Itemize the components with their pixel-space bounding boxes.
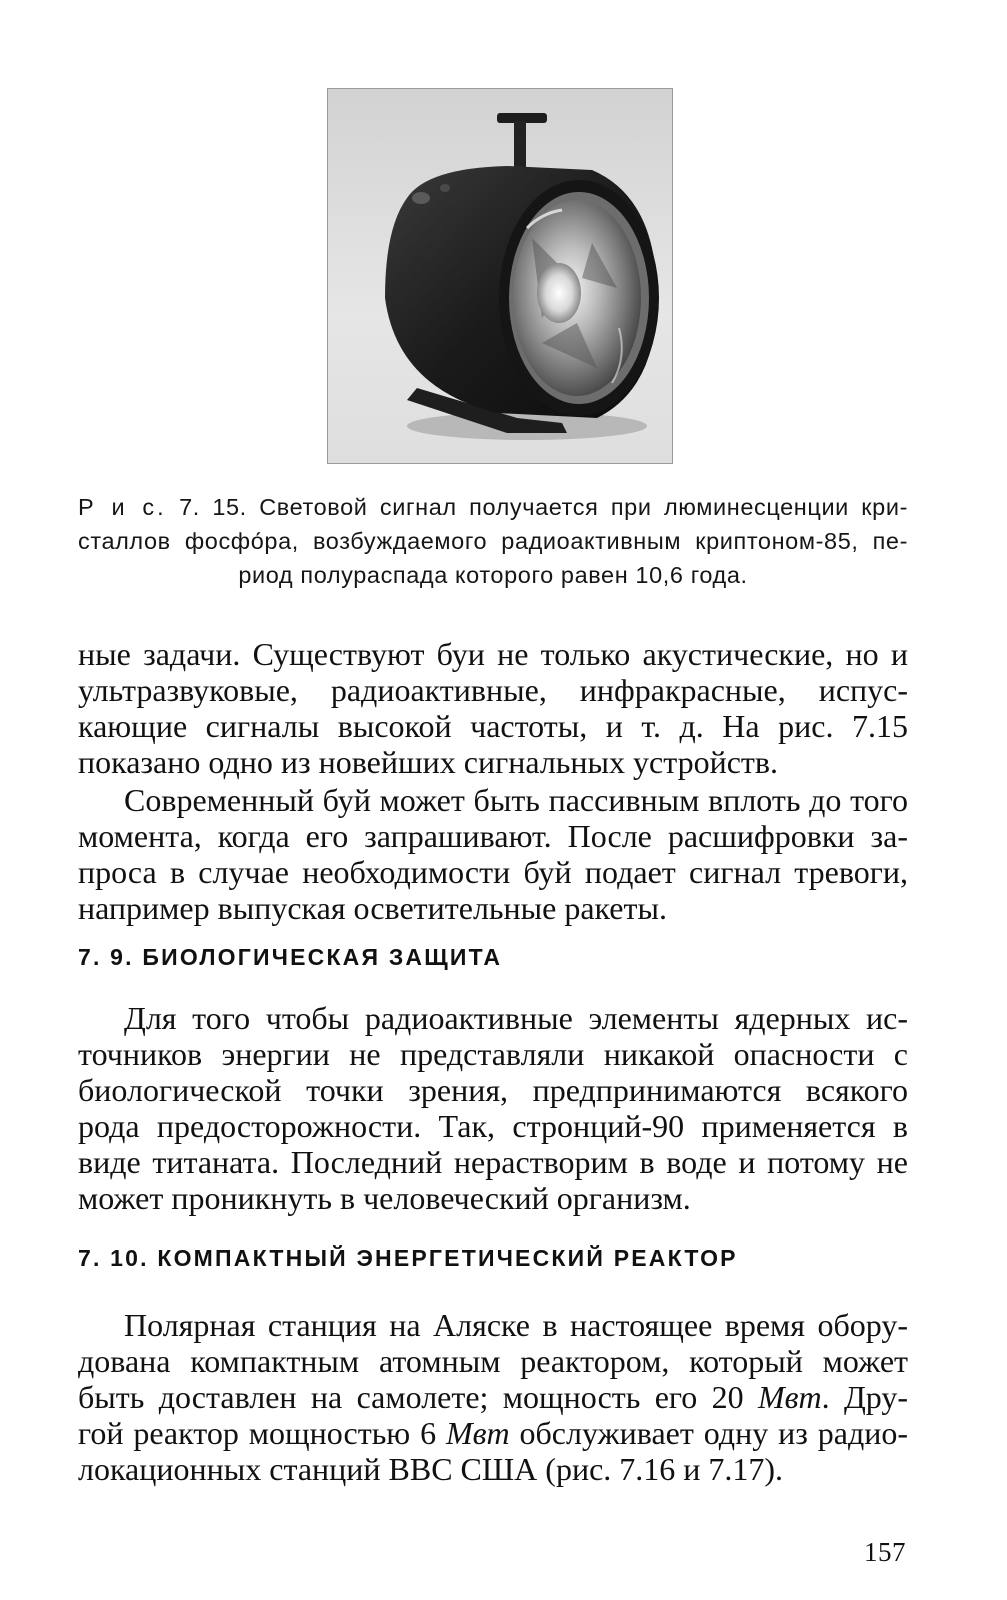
page-number: 157 [864, 1537, 906, 1567]
text-line: может проникнуть в человеческий организм. [78, 1180, 691, 1216]
text-run: быть доставлен на самолете; мощность его 20 [78, 1379, 758, 1415]
section-title: КОМПАКТНЫЙ ЭНЕРГЕТИЧЕСКИЙ РЕАКТОР [157, 1245, 738, 1271]
text-run: обслуживает одну из радио- [509, 1415, 909, 1451]
text-line: дована компактным атомным реактором, который может [78, 1343, 908, 1379]
caption-text: 7. 15. Световой сигнал получается при люминесценции кри- [166, 494, 909, 520]
light-signal-device-icon [327, 88, 673, 464]
text-line: например выпуская осветительные ракеты. [78, 890, 667, 926]
figure-photo [327, 88, 673, 464]
text-line: показано одно из новейших сигнальных устройств. [78, 744, 778, 780]
text-run: гой реактор мощностью 6 [78, 1415, 446, 1451]
text-line: ультразвуковые, радиоактивные, инфракрасные, испус- [78, 672, 908, 708]
paragraph-1 [78, 636, 908, 780]
unit-text: Мвт [757, 1379, 822, 1415]
text-line [78, 1379, 908, 1415]
unit-text: Мвт [445, 1415, 510, 1451]
section-heading-7-9 [78, 944, 908, 971]
text-line: момента, когда его запрашивают. После расшифровки за- [78, 818, 908, 854]
text-line: ные задачи. Существуют буи не только акустические, но и [78, 636, 908, 672]
caption-label: Р и с. [78, 494, 167, 520]
text-line: локационных станций ВВС США (рис. 7.16 и 7.17). [78, 1451, 784, 1487]
section-number: 7. 9. [78, 944, 134, 970]
section-title: БИОЛОГИЧЕСКАЯ ЗАЩИТА [142, 944, 503, 970]
text-line: проса в случае необходимости буй подает сигнал тревоги, [78, 854, 908, 890]
text-line: биологической точки зрения, предпринимаются всякого [78, 1072, 908, 1108]
text-line: Для того чтобы радиоактивные элементы ядерных ис- [124, 1000, 908, 1036]
caption-line [78, 490, 908, 524]
text-line: рода предосторожности. Так, стронций-90 применяется в [78, 1108, 908, 1144]
text-line: виде титаната. Последний нерастворим в воде и потому не [78, 1144, 908, 1180]
paragraph-4 [78, 1307, 908, 1487]
text-run: . Дру- [821, 1379, 908, 1415]
caption-line: сталлов фосфо́ра, возбуждаемого радиоактивным криптоном-85, пе- [78, 528, 908, 554]
paragraph-2 [78, 782, 908, 926]
figure-caption [78, 490, 908, 592]
text-line: Полярная станция на Аляске в настоящее время обору- [124, 1307, 908, 1343]
text-line [78, 1415, 908, 1451]
section-heading-7-10 [78, 1245, 908, 1272]
caption-line: риод полураспада которого равен 10,6 года. [238, 562, 748, 588]
text-line: кающие сигналы высокой частоты, и т. д. На рис. 7.15 [78, 708, 908, 744]
section-number: 7. 10. [78, 1245, 149, 1271]
text-line: точников энергии не представляли никакой опасности с [78, 1036, 908, 1072]
paragraph-3 [78, 1000, 908, 1216]
text-line: Современный буй может быть пассивным вплоть до того [124, 782, 908, 818]
